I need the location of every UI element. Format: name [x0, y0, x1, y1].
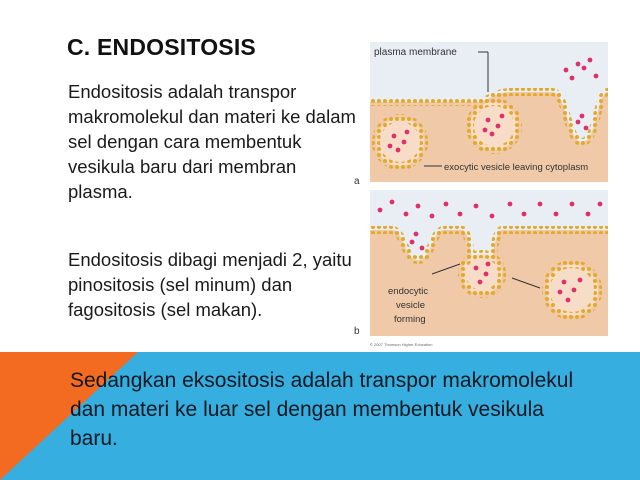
panel-a: [354, 42, 608, 187]
endocytic-label-line2: vesicle: [396, 300, 426, 311]
exocytosis-statement: Sedangkan eksositosis adalah transpor makromolekul dan materi ke luar sel dengan membentuk vesikula baru.: [70, 369, 574, 450]
slide-title: C. ENDOSITOSIS: [67, 34, 256, 60]
endocytosis-types: Endositosis dibagi menjadi 2, yaitu pinositosis (sel minum) dan fagositosis (sel makan).: [68, 249, 352, 320]
figure-copyright: © 2007 Thomson Higher Education: [370, 342, 433, 347]
endocytosis-definition: Endositosis adalah transpor makromolekul dan materi ke dalam sel dengan cara membentuk vesikula baru dari membran plasma.: [68, 81, 356, 202]
panel-a-vesicle-2: [470, 102, 518, 150]
panel-a-vesicle-1: [376, 118, 424, 166]
panel-b-pit: [462, 254, 502, 294]
plasma-membrane-label: plasma membrane: [374, 47, 457, 58]
endocytic-label-line3: forming: [394, 314, 426, 325]
endocytosis-figure: [352, 38, 610, 350]
panel-a-label: a: [354, 176, 360, 187]
panel-b: [354, 190, 608, 347]
panel-b-label: b: [354, 326, 360, 337]
endocytic-label-line1: endocytic: [388, 286, 429, 297]
exocytic-label: exocytic vesicle leaving cytoplasm: [444, 162, 589, 173]
